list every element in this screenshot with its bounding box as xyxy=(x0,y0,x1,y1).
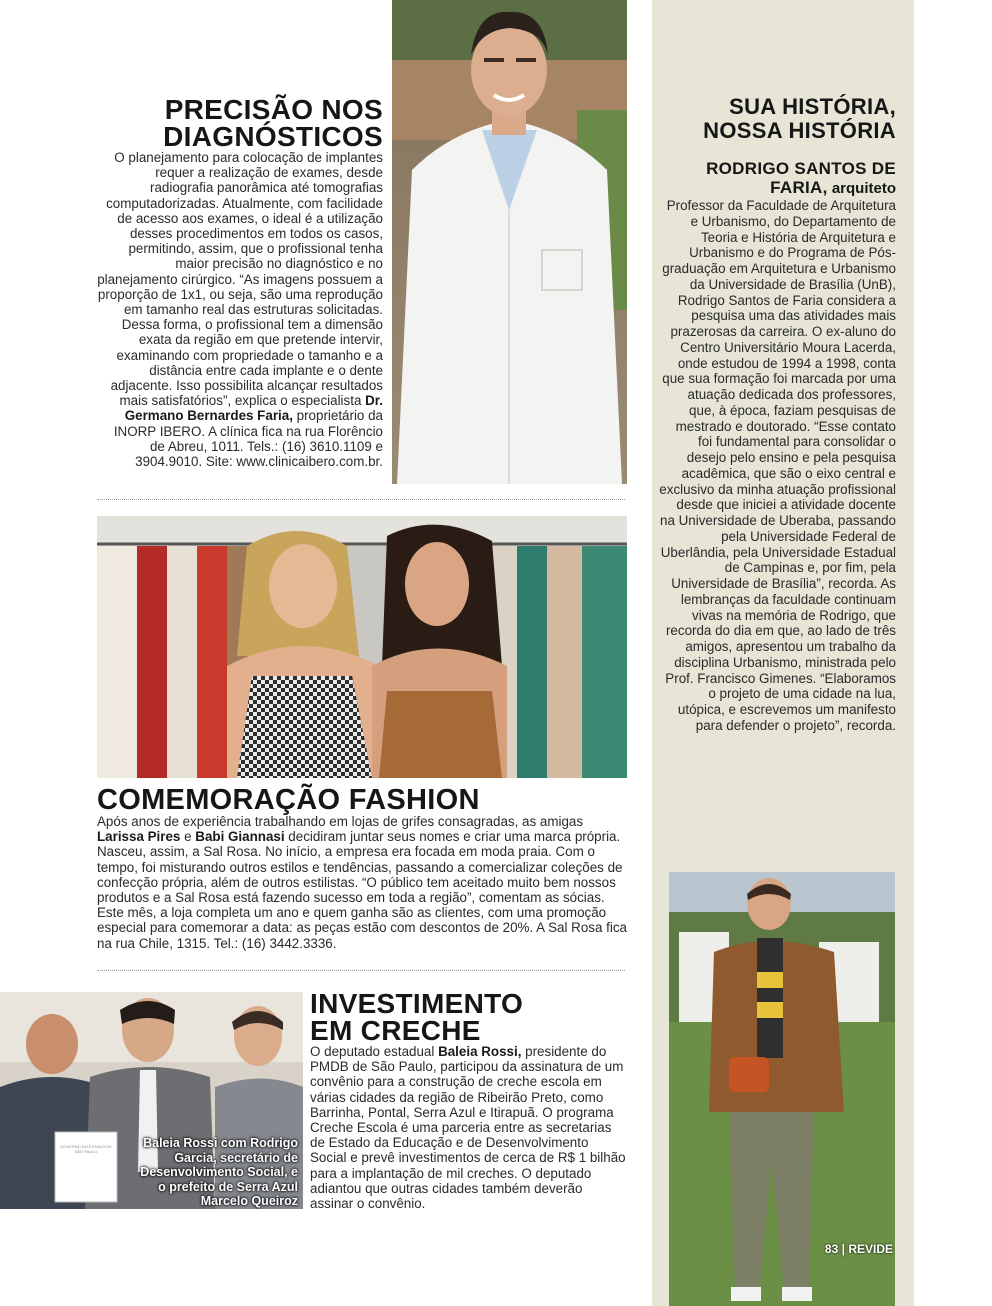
sidebar-name-line1: RODRIGO SANTOS DE xyxy=(706,159,896,178)
page-number: 83 xyxy=(824,1242,839,1256)
fashion-title: COMEMORAÇÃO FASHION xyxy=(97,784,480,816)
creche-body-p2: presidente do PMDB de São Paulo, participou da assinatura de um convênio para a construção de creche escola em várias cidades da região de Ribeirão Preto, como Barrinha, Pontal, Serra Azul e Itirapuã. O programa Creche Escola é uma parceria entre as secretarias de Estado da Educação e de Desenvolvimento Social e prevê investimentos de cerca de R$ 1 bilhão para a implantação de mil creches. O deputado adiantou que outras cidades também deverão assinar o convênio. xyxy=(310,1044,626,1212)
fashion-body-p2: decidiram juntar seus nomes e criar uma marca própria. Nasceu, assim, a Sal Rosa. No início, a empresa era focada em moda praia. Com o tempo, foi misturando outros estilos e tendências, passando a comercializar coleções de confecção própria, além de outros estilistas. “O público tem aceitado muito bem nossos produtos e a Sal Rosa está fazendo sucesso em toda a região”, comentam as sócias. Este mês, a loja completa um ano e quem ganha são as clientes, com uma promoção especial para comemorar a data: as peças estão com descontos de 20%. A Sal Rosa fica na rua Chile, 1315. Tel.: (16) 3442.3336. xyxy=(97,829,627,951)
sidebar-title-line2: NOSSA HISTÓRIA xyxy=(703,118,896,143)
fashion-name-babi: Babi Giannasi xyxy=(195,829,285,845)
sidebar-title-line1: SUA HISTÓRIA, xyxy=(729,94,896,119)
doctor-photo xyxy=(392,0,627,484)
precisao-title-line2: DIAGNÓSTICOS xyxy=(163,121,383,152)
precisao-body xyxy=(96,150,383,469)
precisao-body-name: Dr. Germano Bernardes Faria, xyxy=(124,393,383,424)
footer-divider: | xyxy=(841,1242,845,1256)
doctor-illustration xyxy=(392,0,627,484)
fashion-body-and: e xyxy=(180,829,196,845)
separator-2 xyxy=(97,970,625,971)
sidebar-person xyxy=(660,159,896,198)
creche-title-line1: INVESTIMENTO xyxy=(310,988,524,1019)
creche-photo xyxy=(0,992,303,1209)
architect-illustration xyxy=(669,872,895,1306)
page-footer xyxy=(825,1242,893,1256)
fashion-body-p1: Após anos de experiência trabalhando em lojas de grifes consagradas, as amigas xyxy=(97,814,584,829)
sidebar-body: Professor da Faculdade de Arquitetura e Urbanismo, do Departamento de Teoria e História de Arquitetura e Urbanismo e do Programa de Pós-graduação em Arquitetura e Urbanismo da Universidade de Brasília (UnB), Rodrigo Santos de Faria considera a pesquisa uma das atividades mais prazerosas da carreira. O ex-aluno do Centro Universitário Moura Lacerda, onde estudou de 1994 a 1998, conta que sua formação foi marcada por uma atuação dedicada dos professores, que, à época, faziam pesquisas de mestrado e doutorado. “Esse contato foi fundamental para consolidar o desejo pelo ensino e pela pesquisa acadêmica, que são o eixo central e exclusivo da minha atuação profissional desde que iniciei a atividade docente na Universidade de Uberaba, passando pela Universidade Federal de Uberlândia, pela Universidade Estadual de Campinas e, por fim, pela Universidade de Brasília”, recorda. As lembranças da faculdade continuam vivas na memória de Rodrigo, que recorda do dia em que, ao lado de três amigos, apresentou um trabalho da disciplina Urbanismo, ministrada pelo Prof. Francisco Gimenes. “Elaboramos o projeto de uma cidade na lua, utópica, e escrevemos um manifesto para defender o projeto”, recorda. xyxy=(659,198,896,733)
precisao-body-outro: proprietário da INORP IBERO. A clínica fica na rua Florêncio de Abreu, 1011. Tels.: (16) 3610.1109 e 3904.9010. Site: www.clinicaibero.com.br. xyxy=(113,408,383,470)
creche-title-line2: EM CRECHE xyxy=(310,1015,481,1046)
creche-name-baleia: Baleia Rossi, xyxy=(438,1044,522,1059)
fashion-photo xyxy=(97,516,627,778)
creche-photo-caption: Baleia Rossi com Rodrigo Garcia, secretário de Desenvolvimento Social, e o prefeito de Serra Azul Marcelo Queiroz xyxy=(140,1136,298,1208)
precisao-body-intro: O planejamento para colocação de implantes requer a realização de exames, desde radiografia panorâmica até tomografias computadorizadas. Atualmente, com facilidade de acesso aos exames, o ideal é a utilização desses procedimentos em todos os casos, permitindo, assim, que o profissional tenha maior precisão no diagnóstico e no planejamento cirúrgico. “As imagens possuem a proporção de 1x1, ou seja, são uma reprodução em tamanho real das estruturas solicitadas. Dessa forma, o profissional tem a dimensão exata da região em que pretende intervir, examinando com propriedade o tamanho e a distância entre cada implante e o dente adjacente. Isso possibilita alcançar resultados mais satisfatórios”, explica o especialista xyxy=(97,150,383,409)
creche-body-p1: O deputado estadual xyxy=(310,1044,439,1059)
certificate-text: GOVERNO DO ESTADO DE SÃO PAULO xyxy=(60,1144,112,1154)
creche-headline xyxy=(310,990,628,1044)
sidebar-role: arquiteto xyxy=(827,180,896,197)
sidebar-headline xyxy=(660,95,896,143)
architect-photo xyxy=(669,872,895,1306)
fashion-name-larissa: Larissa Pires xyxy=(97,829,181,845)
fashion-body xyxy=(97,814,627,951)
creche-body xyxy=(310,1044,628,1211)
separator-1 xyxy=(97,499,625,500)
sidebar-name-line2: FARIA, xyxy=(770,178,828,197)
precisao-headline xyxy=(100,96,383,150)
precisao-title-line1: PRECISÃO NOS xyxy=(164,94,383,125)
magazine-name: REVIDE xyxy=(848,1242,893,1256)
fashion-illustration xyxy=(97,516,627,778)
